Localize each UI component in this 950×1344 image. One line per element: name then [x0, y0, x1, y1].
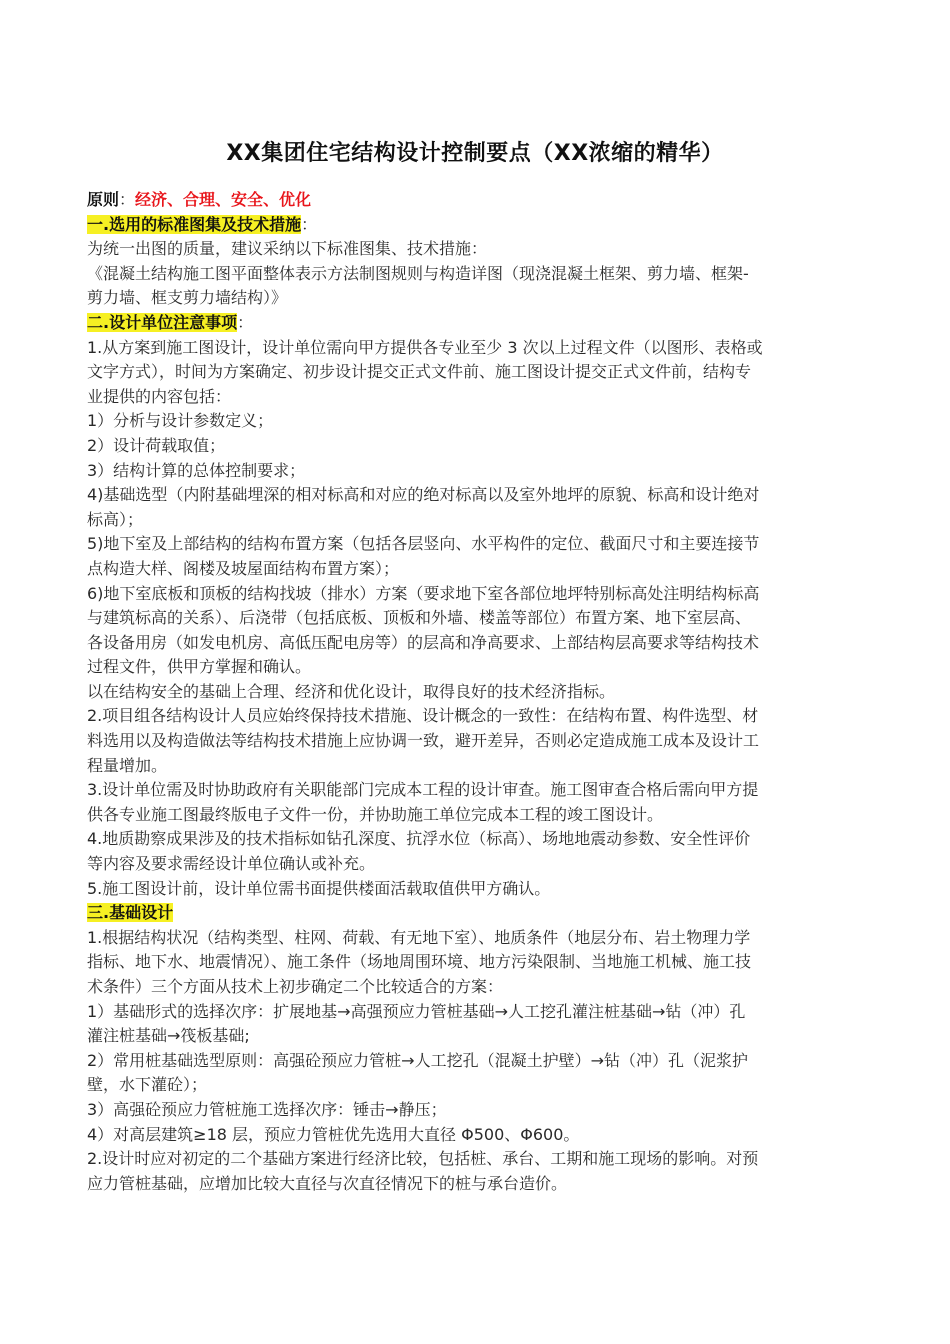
text-line: 3）结构计算的总体控制要求； [87, 460, 306, 480]
text-line: 壁，水下灌砼）； [87, 1075, 208, 1095]
text-line: 3）高强砼预应力管桩施工选择次序：锤击→静压； [87, 1099, 447, 1119]
text-line: 《混凝土结构施工图平面整体表示方法制图规则与构造详图（现浇混凝土框架、剪力墙、框架- [87, 263, 749, 283]
text-line: 过程文件，供甲方掌握和确认。 [87, 657, 312, 677]
text-line: 剪力墙、框支剪力墙结构）》 [87, 288, 288, 308]
text-line: 以在结构安全的基础上合理、经济和优化设计，取得良好的技术经济指标。 [87, 681, 616, 701]
text-line: 点构造大样、阁楼及坡屋面结构布置方案）； [87, 558, 400, 578]
text-line: 4)基础选型（内附基础埋深的相对标高和对应的绝对标高以及室外地坪的原貌、标高和设计绝对 [87, 485, 760, 505]
text-line: 文字方式），时间为方案确定、初步设计提交正式文件前、施工图设计提交正式文件前，结构专 [87, 362, 752, 382]
section-heading-text: 一.选用的标准图集及技术措施 [87, 214, 302, 234]
section-3-body [87, 926, 867, 1197]
section-heading-suffix: ： [237, 312, 254, 332]
section-heading-1 [87, 213, 867, 238]
document-body [87, 188, 867, 1196]
text-line: 程量增加。 [87, 755, 168, 775]
section-heading-suffix: ： [301, 214, 318, 234]
section-heading-text: 三.基础设计 [87, 903, 174, 923]
text-line: 2.项目组各结构设计人员应始终保持技术措施、设计概念的一致性：在结构布置、构件选型、材 [87, 706, 759, 726]
text-line: 1.从方案到施工图设计，设计单位需向甲方提供各专业至少 3 次以上过程文件（以图形、表格或 [87, 337, 763, 357]
text-line: 为统一出图的质量，建议采纳以下标准图集、技术措施： [87, 239, 488, 259]
text-line: 1）基础形式的选择次序：扩展地基→高强预应力管桩基础→人工挖孔灌注桩基础→钻（冲）孔 [87, 1001, 746, 1021]
principle-separator: ： [119, 190, 136, 209]
text-line: 等内容及要求需经设计单位确认或补充。 [87, 854, 376, 874]
text-line: 术条件）三个方面从技术上初步确定二个比较适合的方案： [87, 977, 504, 996]
principle-value: 经济、合理、安全、优化 [135, 190, 312, 209]
text-line: 5)地下室及上部结构的结构布置方案（包括各层竖向、水平构件的定位、截面尺寸和主要连接节 [87, 534, 760, 554]
document-title: XX集团住宅结构设计控制要点（XX浓缩的精华） [226, 141, 724, 166]
text-line: 1）分析与设计参数定义； [87, 411, 274, 431]
text-line: 5.施工图设计前，设计单位需书面提供楼面活载取值供甲方确认。 [87, 878, 551, 898]
section-heading-2 [87, 311, 867, 336]
principle-line [87, 188, 867, 213]
principle-label: 原则 [87, 190, 120, 209]
text-line: 4）对高层建筑≥18 层，预应力管桩优先选用大直径 Φ500、Φ600。 [87, 1124, 580, 1144]
text-line: 标高）； [87, 509, 144, 529]
text-line: 各设备用房（如发电机房、高低压配电房等）的层高和净高要求、上部结构层高要求等结构技术 [87, 632, 760, 652]
text-line: 4.地质勘察成果涉及的技术指标如钻孔深度、抗浮水位（标高）、场地地震动参数、安全性评价 [87, 829, 751, 849]
text-line: 2.设计时应对初定的二个基础方案进行经济比较，包括桩、承台、工期和施工现场的影响。对预 [87, 1149, 759, 1169]
text-line: 2）常用桩基础选型原则：高强砼预应力管桩→人工挖孔（混凝土护壁）→钻（冲）孔（泥浆护 [87, 1050, 748, 1070]
text-line: 6)地下室底板和顶板的结构找坡（排水）方案（要求地下室各部位地坪特别标高处注明结构标高 [87, 583, 760, 603]
section-1-body [87, 237, 867, 311]
section-2-body [87, 336, 867, 902]
text-line: 1.根据结构状况（结构类型、柱网、荷载、有无地下室）、地质条件（地层分布、岩土物理力学 [87, 927, 751, 947]
section-heading-text: 二.设计单位注意事项 [87, 312, 238, 332]
text-line: 灌注桩基础→筏板基础; [87, 1026, 250, 1046]
text-line: 应力管桩基础，应增加比较大直径与次直径情况下的桩与承台造价。 [87, 1173, 568, 1193]
text-line: 业提供的内容包括： [87, 386, 232, 406]
text-line: 3.设计单位需及时协助政府有关职能部门完成本工程的设计审查。施工图审查合格后需向甲方提 [87, 780, 759, 800]
text-line: 供各专业施工图最终版电子文件一份，并协助施工单位完成本工程的竣工图设计。 [87, 804, 664, 824]
text-line: 指标、地下水、地震情况）、施工条件（场地周围环境、地方污染限制、当地施工机械、施工技 [87, 952, 752, 972]
text-line: 与建筑标高的关系）、后浇带（包括底板、顶板和外墙、楼盖等部位）布置方案、地下室层高、 [87, 608, 752, 628]
text-line: 料选用以及构造做法等结构技术措施上应协调一致，避开差异，否则必定造成施工成本及设计工 [87, 731, 760, 751]
text-line: 2）设计荷载取值； [87, 435, 226, 455]
section-heading-3 [87, 901, 867, 926]
